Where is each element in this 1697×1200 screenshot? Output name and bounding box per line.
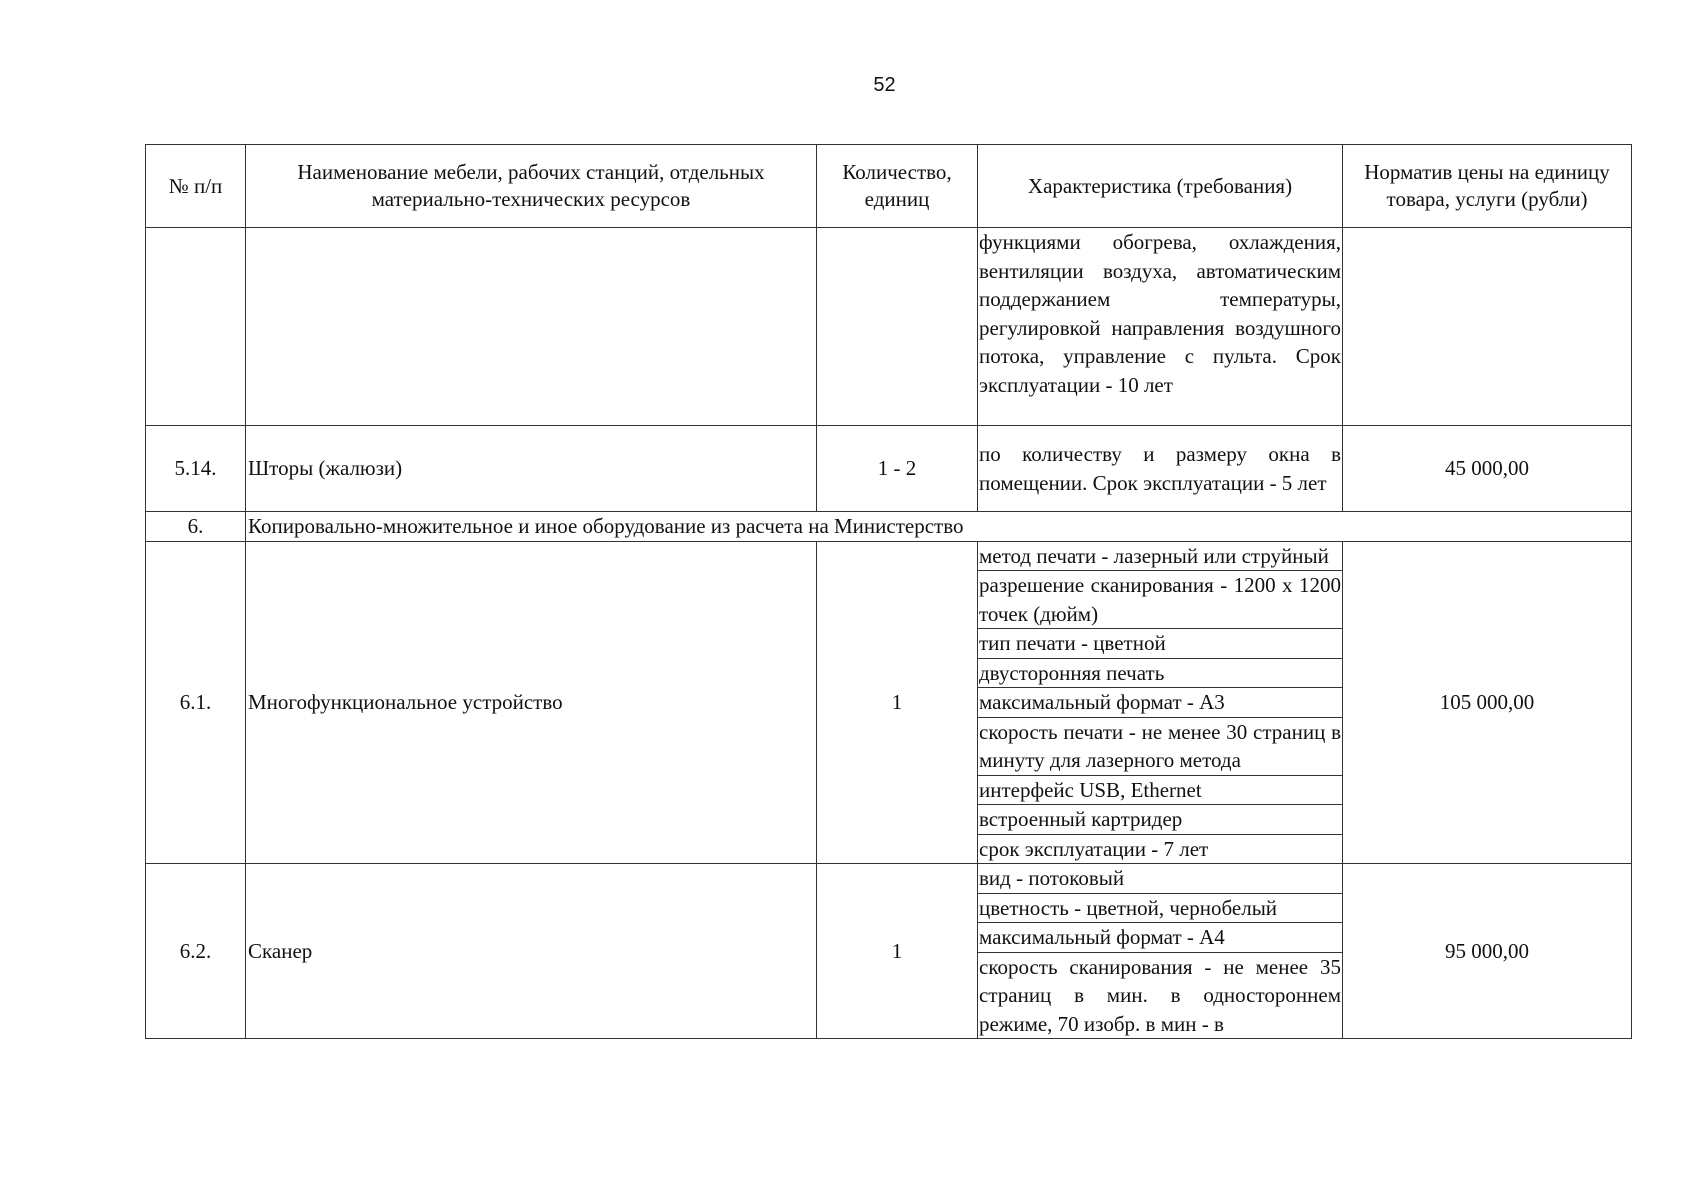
cell-characteristics — [978, 228, 1343, 426]
table-row-continuation — [146, 228, 1632, 426]
characteristic-item: двусторонняя печать — [978, 659, 1342, 689]
section-number: 6. — [146, 512, 246, 542]
characteristic-item: максимальный формат - А3 — [978, 688, 1342, 718]
characteristic-item: скорость печати - не менее 30 страниц в минуту для лазерного метода — [978, 718, 1342, 776]
characteristic-item: тип печати - цветной — [978, 629, 1342, 659]
item-price: 105 000,00 — [1343, 541, 1632, 864]
header-characteristics: Характеристика (требования) — [978, 145, 1343, 228]
page-number: 52 — [873, 74, 896, 96]
item-quantity: 1 — [817, 541, 978, 864]
header-name: Наименование мебели, рабочих станций, отдельных материально-технических ресурсов — [246, 145, 817, 228]
item-name: Шторы (жалюзи) — [246, 426, 817, 512]
item-quantity: 1 — [817, 864, 978, 1039]
item-price: 95 000,00 — [1343, 864, 1632, 1039]
cell-qty — [817, 228, 978, 426]
cell-name — [246, 228, 817, 426]
characteristic-item: встроенный картридер — [978, 805, 1342, 835]
section-title: Копировально-множительное и иное оборудование из расчета на Министерство — [246, 512, 1632, 542]
table-row — [146, 426, 1632, 512]
section-row — [146, 512, 1632, 542]
characteristics-text: функциями обогрева, охлаждения, вентиляции воздуха, автоматическим поддержанием температуры, регулировкой направления воздушного потока, управление с пульта. Срок эксплуатации - 10 лет — [979, 230, 1341, 397]
requirements-table — [145, 144, 1632, 1039]
table-row — [146, 541, 1632, 864]
characteristic-item: разрешение сканирования - 1200 x 1200 точек (дюйм) — [978, 571, 1342, 629]
cell-characteristics — [978, 864, 1343, 1039]
characteristic-item: срок эксплуатации - 7 лет — [979, 836, 1209, 861]
row-number: 5.14. — [146, 426, 246, 512]
characteristics-text: по количеству и размеру окна в помещении. Срок эксплуатации - 5 лет — [979, 442, 1341, 495]
header-price: Норматив цены на единицу товара, услуги (рубли) — [1343, 145, 1632, 228]
item-quantity: 1 - 2 — [817, 426, 978, 512]
row-number: 6.2. — [146, 864, 246, 1039]
cell-num — [146, 228, 246, 426]
cell-characteristics — [978, 541, 1343, 864]
characteristic-item: вид - потоковый — [978, 864, 1342, 894]
item-name: Многофункциональное устройство — [246, 541, 817, 864]
table-header-row — [146, 145, 1632, 228]
cell-price — [1343, 228, 1632, 426]
characteristic-item: цветность - цветной, чернобелый — [978, 894, 1342, 924]
table-row — [146, 864, 1632, 1039]
header-qty: Количество, единиц — [817, 145, 978, 228]
header-num: № п/п — [146, 145, 246, 228]
item-name: Сканер — [246, 864, 817, 1039]
characteristic-item: скорость сканирования - не менее 35 страниц в мин. в одностороннем режиме, 70 изобр. в мин - в — [979, 954, 1341, 1036]
characteristic-item: интерфейс USB, Ethernet — [978, 776, 1342, 806]
characteristic-item: метод печати - лазерный или струйный — [978, 542, 1342, 572]
item-price: 45 000,00 — [1343, 426, 1632, 512]
cell-characteristics — [978, 426, 1343, 512]
row-number: 6.1. — [146, 541, 246, 864]
characteristic-item: максимальный формат - А4 — [978, 923, 1342, 953]
